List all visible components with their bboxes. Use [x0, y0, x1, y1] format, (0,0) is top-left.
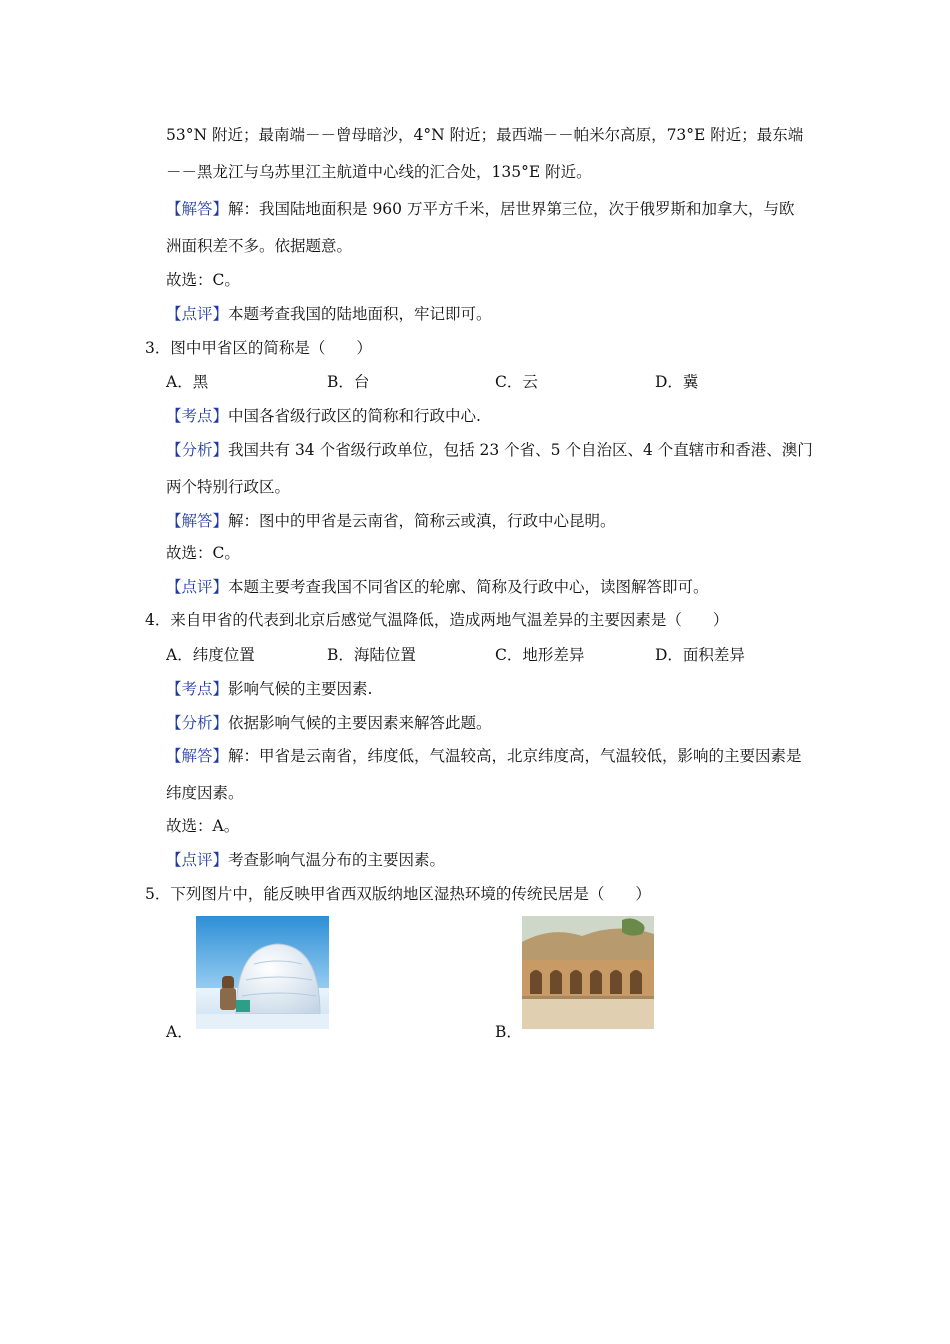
- comment-line: 【点评】本题考查我国的陆地面积，牢记即可。: [166, 305, 492, 323]
- comment-tag: 【点评】: [166, 305, 229, 323]
- analysis-line-2: －－黑龙江与乌苏里江主航道中心线的汇合处，135°E 附近。: [166, 163, 592, 181]
- q3-kaodian: 【考点】中国各省级行政区的简称和行政中心.: [166, 407, 481, 425]
- q3-option-c: C．云: [495, 373, 538, 391]
- question-5-stem: 5．下列图片中，能反映甲省西双版纳地区湿热环境的传统民居是（ ）: [145, 885, 651, 903]
- q4-option-d: D．面积差异: [655, 646, 745, 664]
- answer-line-2: 洲面积差不多。依据题意。: [166, 237, 353, 255]
- q4-guxuan: 故选：A。: [166, 817, 240, 835]
- q3-dianping: 【点评】本题主要考查我国不同省区的轮廓、简称及行政中心，读图解答即可。: [166, 578, 709, 596]
- question-3-stem: 3．图中甲省区的简称是（ ）: [145, 339, 372, 357]
- analysis-line-1: 53°N 附近；最南端－－曾母暗沙，4°N 附近；最西端－－帕米尔高原，73°E 附近；最东端: [166, 126, 804, 144]
- answer-tag: 【解答】: [166, 200, 229, 218]
- q4-kaodian: 【考点】影响气候的主要因素.: [166, 680, 373, 698]
- igloo-photo: [196, 916, 329, 1029]
- q5-option-b-label: B．: [495, 1023, 522, 1041]
- igloo-illustration: [196, 916, 329, 1029]
- q3-option-d: D．冀: [655, 373, 699, 391]
- q4-option-a: A．纬度位置: [166, 646, 255, 664]
- q4-option-c: C．地形差异: [495, 646, 585, 664]
- q3-guxuan: 故选：C。: [166, 544, 240, 562]
- answer-line-1: 【解答】解：我国陆地面积是 960 万平方千米，居世界第三位，次于俄罗斯和加拿大，与欧: [166, 200, 795, 218]
- q3-option-b: B．台: [327, 373, 370, 391]
- q5-option-a-label: A．: [166, 1023, 193, 1041]
- q4-jieda-1: 【解答】解：甲省是云南省，纬度低，气温较高，北京纬度高，气温较低，影响的主要因素是: [166, 747, 802, 765]
- choice-line: 故选：C。: [166, 271, 240, 289]
- cave-dwelling-photo: [522, 916, 654, 1029]
- q4-dianping: 【点评】考查影响气温分布的主要因素。: [166, 851, 446, 869]
- q3-jieda: 【解答】解：图中的甲省是云南省，简称云或滇，行政中心昆明。: [166, 512, 616, 530]
- cave-dwelling-illustration: [522, 916, 654, 1029]
- q4-fenxi: 【分析】依据影响气候的主要因素来解答此题。: [166, 714, 492, 732]
- q3-option-a: A．黑: [166, 373, 209, 391]
- q3-fenxi-2: 两个特别行政区。: [166, 478, 291, 496]
- q4-option-b: B．海陆位置: [327, 646, 416, 664]
- question-4-stem: 4．来自甲省的代表到北京后感觉气温降低，造成两地气温差异的主要因素是（ ）: [145, 611, 729, 629]
- q4-jieda-2: 纬度因素。: [166, 784, 244, 802]
- q3-fenxi-1: 【分析】我国共有 34 个省级行政单位，包括 23 个省、5 个自治区、4 个直辖市和香港、澳门: [166, 441, 813, 459]
